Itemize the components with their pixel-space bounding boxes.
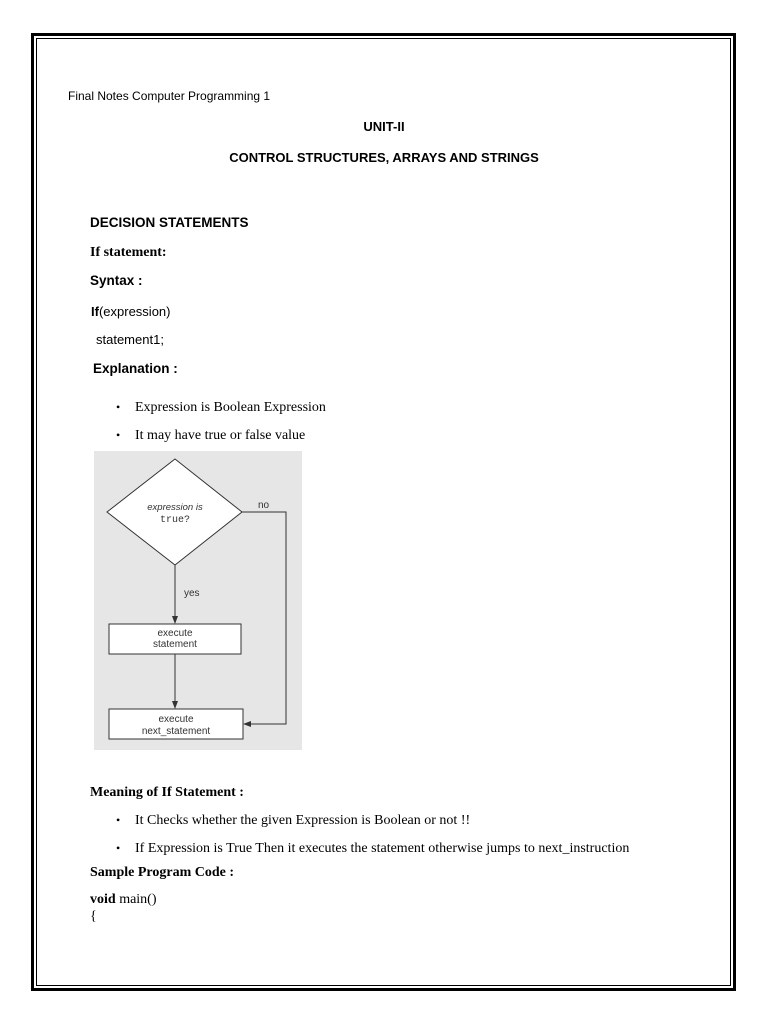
decision-text-line1: expression is xyxy=(147,502,203,513)
if-statement-label: If statement: xyxy=(90,245,167,260)
yes-label: yes xyxy=(184,588,200,599)
box1-text-line2: statement xyxy=(153,639,197,650)
running-header: Final Notes Computer Programming 1 xyxy=(68,89,271,103)
meaning-label: Meaning of If Statement : xyxy=(90,785,244,800)
syntax-line xyxy=(91,304,170,319)
list-item: • It Checks whether the given Expression is Boolean or not !! xyxy=(116,811,629,839)
box2-text-line2: next_statement xyxy=(141,726,211,737)
code-text: main() xyxy=(115,892,157,907)
box1-text-line1: execute xyxy=(157,628,193,639)
sample-code-label: Sample Program Code : xyxy=(90,865,234,880)
syntax-statement: statement1; xyxy=(96,332,164,347)
list-item: • It may have true or false value xyxy=(116,426,326,454)
explanation-label: Explanation : xyxy=(93,361,178,376)
section-heading: DECISION STATEMENTS xyxy=(90,215,249,230)
meaning-list xyxy=(116,811,629,867)
list-item: • If Expression is True Then it executes the statement otherwise jumps to next_instruction xyxy=(116,839,629,867)
unit-subtitle: CONTROL STRUCTURES, ARRAYS AND STRINGS xyxy=(229,150,539,165)
syntax-label: Syntax : xyxy=(90,273,143,288)
if-flowchart xyxy=(94,451,302,750)
syntax-keyword: If xyxy=(91,304,99,319)
decision-text-line2: true? xyxy=(159,515,191,526)
unit-title: UNIT-II xyxy=(363,119,405,134)
list-item: • Expression is Boolean Expression xyxy=(116,398,326,426)
code-brace: { xyxy=(90,909,97,924)
code-line xyxy=(90,892,157,908)
syntax-expression: (expression) xyxy=(98,304,171,319)
box2-text-line1: execute xyxy=(158,714,194,725)
code-keyword: void xyxy=(90,892,116,907)
no-label: no xyxy=(258,500,270,511)
explanation-list xyxy=(116,398,326,454)
